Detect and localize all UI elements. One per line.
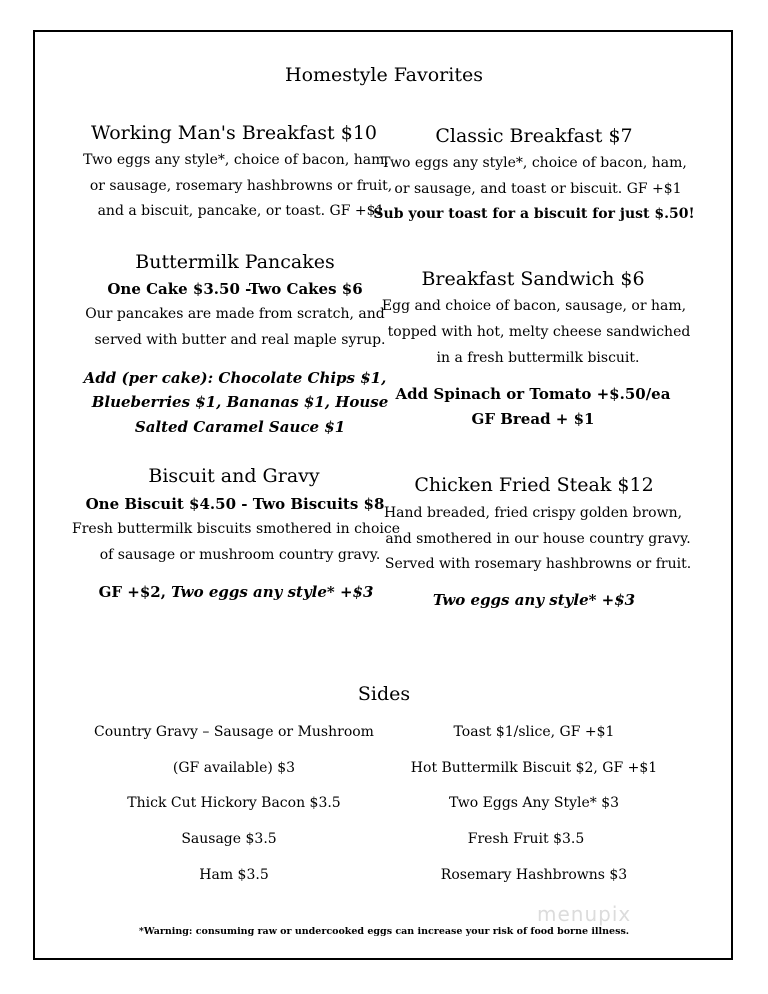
item-description-line: Our pancakes are made from scratch, and — [85, 306, 385, 322]
item-classic-breakfast-title: Classic Breakfast $7 — [435, 125, 633, 147]
item-description-line: Fresh buttermilk biscuits smothered in choice — [72, 521, 400, 537]
side-item: Hot Buttermilk Biscuit $2, GF +$1 — [410, 760, 658, 776]
item-addon-line: Salted Caramel Sauce $1 — [134, 418, 346, 436]
item-description-line: or sausage, and toast or biscuit. GF +$1 — [394, 181, 682, 197]
item-description-line: and a biscuit, pancake, or toast. GF +$1 — [97, 203, 385, 219]
side-item: Fresh Fruit $3.5 — [467, 831, 585, 847]
item-addon-line: Add Spinach or Tomato +$.50/ea — [395, 385, 671, 403]
item-note: Sub your toast for a biscuit for just $.50! — [373, 206, 695, 222]
page-title: Homestyle Favorites — [285, 64, 483, 86]
side-item: (GF available) $3 — [172, 760, 296, 776]
item-description-line: Served with rosemary hashbrowns or fruit. — [384, 556, 692, 572]
eggs-addon: Two eggs any style* +$3 — [171, 583, 374, 601]
item-price-line: One Biscuit $4.50 - Two Biscuits $8 — [85, 495, 385, 513]
item-addon-line: Two eggs any style* +$3 — [432, 591, 636, 609]
side-item: Thick Cut Hickory Bacon $3.5 — [127, 795, 341, 811]
item-chicken-fried-steak-title: Chicken Fried Steak $12 — [414, 474, 654, 496]
item-description-line: or sausage, rosemary hashbrowns or fruit, — [89, 178, 393, 194]
item-description-line: of sausage or mushroom country gravy. — [99, 547, 381, 563]
item-breakfast-sandwich-title: Breakfast Sandwich $6 — [421, 268, 645, 290]
item-description-line: in a fresh buttermilk biscuit. — [436, 350, 640, 366]
side-item: Two Eggs Any Style* $3 — [448, 795, 620, 811]
item-price-line: One Cake $3.50 -Two Cakes $6 — [107, 280, 363, 298]
item-working-mans-breakfast-title: Working Man's Breakfast $10 — [90, 122, 378, 144]
gluten-free-option: GF +$2, — [98, 583, 172, 601]
warning-footnote: *Warning: consuming raw or undercooked eggs can increase your risk of food borne illness. — [138, 926, 630, 937]
sides-title: Sides — [357, 683, 411, 705]
item-description-line: Egg and choice of bacon, sausage, or ham, — [381, 298, 687, 314]
item-description-line: Hand breaded, fried crispy golden brown, — [383, 505, 683, 521]
side-item: Toast $1/slice, GF +$1 — [453, 724, 615, 740]
watermark: menupix — [537, 902, 632, 926]
item-description-line: topped with hot, melty cheese sandwiched — [387, 324, 691, 340]
item-description-line: served with butter and real maple syrup. — [94, 332, 386, 348]
item-biscuit-and-gravy-title: Biscuit and Gravy — [148, 465, 320, 487]
item-description-line: Two eggs any style*, choice of bacon, ham, — [381, 155, 687, 171]
side-item: Sausage $3.5 — [181, 831, 277, 847]
item-addon-line: Add (per cake): Chocolate Chips $1, — [83, 369, 387, 387]
side-item: Country Gravy – Sausage or Mushroom — [94, 724, 374, 740]
item-buttermilk-pancakes-title: Buttermilk Pancakes — [135, 251, 335, 273]
item-addon-line: Blueberries $1, Bananas $1, House — [91, 393, 389, 411]
item-description-line: and smothered in our house country gravy. — [385, 531, 691, 547]
side-item: Rosemary Hashbrowns $3 — [440, 867, 628, 883]
item-addon-line: GF Bread + $1 — [471, 410, 595, 428]
item-description-line: Two eggs any style*, choice of bacon, ham, — [83, 152, 389, 168]
item-addon-line — [99, 582, 374, 601]
side-item: Ham $3.5 — [199, 867, 269, 883]
